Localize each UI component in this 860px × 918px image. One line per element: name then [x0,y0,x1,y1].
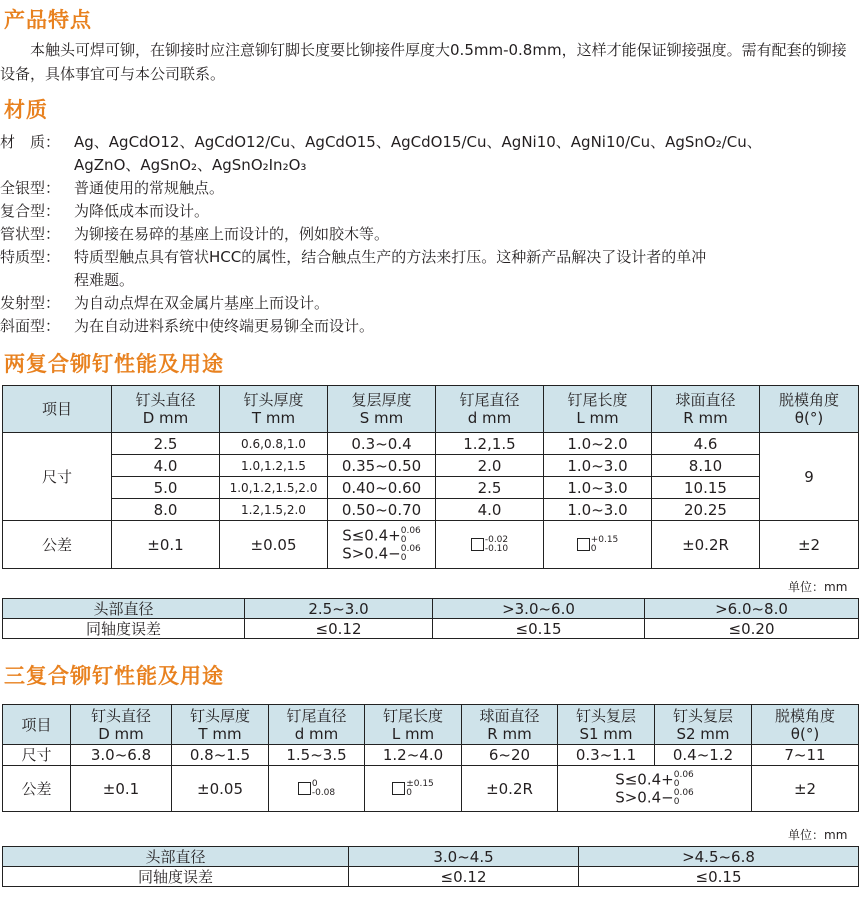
table-cell: S≤0.4+0.06 0 S>0.4−0.06 0 [558,766,752,812]
table-cell: -0.02 -0.10 [436,521,544,569]
table-cell: 8.10 [652,455,760,477]
material-text: Ag、AgCdO12、AgCdO12/Cu、AgCdO15、AgCdO15/Cu、AgNi10、AgNi10/Cu、AgSnO₂/Cu、 [74,133,762,151]
table-cell: ±0.15 0 [365,766,462,812]
unit-note: 单位：mm [788,580,848,594]
col-header: 复层厚度 S mm [328,386,436,433]
table-row [3,433,859,455]
table-cell: 10.15 [652,477,760,499]
table-cell: ≤0.15 [579,867,859,887]
square-icon [392,782,405,795]
table-row [3,619,859,639]
row-header: 同轴度误差 [3,867,349,887]
table-cell: 0 -0.08 [269,766,365,812]
unit-note: 单位：mm [788,828,848,842]
angle-value: 9 [760,433,859,521]
table-cell: ±2 [752,766,859,812]
table-cell: 1.0~3.0 [544,477,652,499]
table-cell: 1.0~2.0 [544,433,652,455]
table-cell: 20.25 [652,499,760,521]
material-row [0,200,209,222]
two-rivet-coaxial-table [2,598,859,639]
table-cell: >4.5~6.8 [579,847,859,867]
table-cell: 0.35~0.50 [328,455,436,477]
table-cell: ±0.05 [172,766,269,812]
features-text: 本触头可焊可铆，在铆接时应注意铆钉脚长度要比铆接件厚度大0.5mm-0.8mm，这样才能保证铆接强度。需有配套的铆接设备，具体事宜可与本公司联系。 [0,41,847,83]
two-rivet-heading: 两复合铆钉性能及用途 [4,352,224,376]
col-header: 钉尾直径 d mm [269,705,365,745]
three-rivet-coaxial-table [2,846,859,887]
table-cell: 2.5~3.0 [245,599,433,619]
material-row [0,177,224,199]
table-cell: 1.0~3.0 [544,455,652,477]
table-row [3,745,859,766]
table-cell: 4.6 [652,433,760,455]
table-cell: 1.5~3.5 [269,745,365,766]
two-rivet-spec-table [2,385,859,569]
table-cell: 1.2,1.5 [436,433,544,455]
table-cell: 0.3~1.1 [558,745,655,766]
material-heading: 材质 [4,98,48,122]
table-row [3,867,859,887]
table-cell: 7~11 [752,745,859,766]
table-cell: 0.4~1.2 [655,745,752,766]
material-text: 为在自动进料系统中使终端更易铆全而设计。 [74,317,375,335]
col-header: 脱模角度 θ(°) [760,386,859,433]
col-header: 钉头直径 D mm [71,705,172,745]
table-cell: ±0.05 [220,521,328,569]
material-text: 特质型触点具有管状HCC的属性，结合触点生产的方法来打压。这种新产品解决了设计者的单冲 [74,248,707,266]
material-text: 为自动点焊在双金属片基座上而设计。 [74,294,330,312]
material-row [0,223,389,245]
col-header: 钉头直径 D mm [112,386,220,433]
material-row [0,292,329,314]
col-header: 项目 [3,386,112,433]
material-text: 为降低成本而设计。 [74,202,210,220]
three-rivet-heading: 三复合铆钉性能及用途 [4,664,224,688]
col-header: 钉尾长度 L mm [544,386,652,433]
table-cell: S≤0.4+0.06 0 S>0.4−0.06 0 [328,521,436,569]
table-cell: 0.8~1.5 [172,745,269,766]
table-row [3,499,859,521]
col-header: 脱模角度 θ(°) [752,705,859,745]
table-cell: ≤0.20 [645,619,859,639]
table-cell: >6.0~8.0 [645,599,859,619]
material-label: 复合型： [0,202,61,220]
tolerance-row [3,521,859,569]
material-text: 普通使用的常规触点。 [74,179,225,197]
material-row [0,315,374,337]
table-cell: 3.0~6.8 [71,745,172,766]
col-header: 球面直径 R mm [652,386,760,433]
table-row [3,847,859,867]
material-label: 材 质： [0,133,61,151]
col-header: 钉尾长度 L mm [365,705,462,745]
table-cell: 0.50~0.70 [328,499,436,521]
tolerance-label: 公差 [3,766,71,812]
table-row [3,477,859,499]
material-row [0,131,762,153]
row-header: 同轴度误差 [3,619,245,639]
square-icon [471,538,484,551]
material-label: 斜面型： [0,317,61,335]
table-cell: 1.0~3.0 [544,499,652,521]
table-cell: ≤0.12 [349,867,579,887]
table-cell: ±0.1 [71,766,172,812]
table-cell: 0.3~0.4 [328,433,436,455]
tolerance-row [3,766,859,812]
table-cell: ≤0.15 [433,619,645,639]
col-header: 项目 [3,705,71,745]
table-header-row [3,705,859,745]
table-cell: ±0.2R [652,521,760,569]
material-label: 发射型： [0,294,61,312]
table-cell: 8.0 [112,499,220,521]
three-rivet-spec-table [2,704,859,812]
table-cell: 1.2,1.5,2.0 [220,499,328,521]
row-header: 头部直径 [3,599,245,619]
col-header: 钉尾直径 d mm [436,386,544,433]
table-cell: ±0.1 [112,521,220,569]
col-header: 钉头复层 S2 mm [655,705,752,745]
table-cell: 1.0,1.2,1.5 [220,455,328,477]
table-cell: 3.0~4.5 [349,847,579,867]
square-icon [577,538,590,551]
table-cell: 4.0 [436,499,544,521]
square-icon [298,782,311,795]
table-header-row [3,386,859,433]
material-label: 管状型： [0,225,61,243]
row-header: 头部直径 [3,847,349,867]
col-header: 钉头厚度 T mm [220,386,328,433]
table-cell: 5.0 [112,477,220,499]
table-row [3,599,859,619]
material-row [0,246,706,268]
table-cell: 6~20 [462,745,558,766]
size-label: 尺寸 [3,433,112,521]
table-cell: 4.0 [112,455,220,477]
col-header: 钉头厚度 T mm [172,705,269,745]
table-cell: ±2 [760,521,859,569]
table-cell: >3.0~6.0 [433,599,645,619]
table-cell: 2.5 [112,433,220,455]
table-cell: 2.0 [436,455,544,477]
table-cell: 0.40~0.60 [328,477,436,499]
table-row [3,455,859,477]
table-cell: +0.15 0 [544,521,652,569]
col-header: 球面直径 R mm [462,705,558,745]
material-row: AgZnO、AgSnO₂、AgSnO₂In₂O₃ [74,156,307,174]
features-heading: 产品特点 [4,8,92,32]
material-label: 特质型： [0,248,61,266]
col-header: 钉头复层 S1 mm [558,705,655,745]
size-label: 尺寸 [3,745,71,766]
table-cell: 2.5 [436,477,544,499]
table-cell: ≤0.12 [245,619,433,639]
material-row: 程难题。 [74,271,135,289]
table-cell: 1.0,1.2,1.5,2.0 [220,477,328,499]
material-label: 全银型： [0,179,61,197]
table-cell: ±0.2R [462,766,558,812]
material-text: 为铆接在易碎的基座上而设计的，例如胶木等。 [74,225,390,243]
tolerance-label: 公差 [3,521,112,569]
table-cell: 1.2~4.0 [365,745,462,766]
table-cell: 0.6,0.8,1.0 [220,433,328,455]
